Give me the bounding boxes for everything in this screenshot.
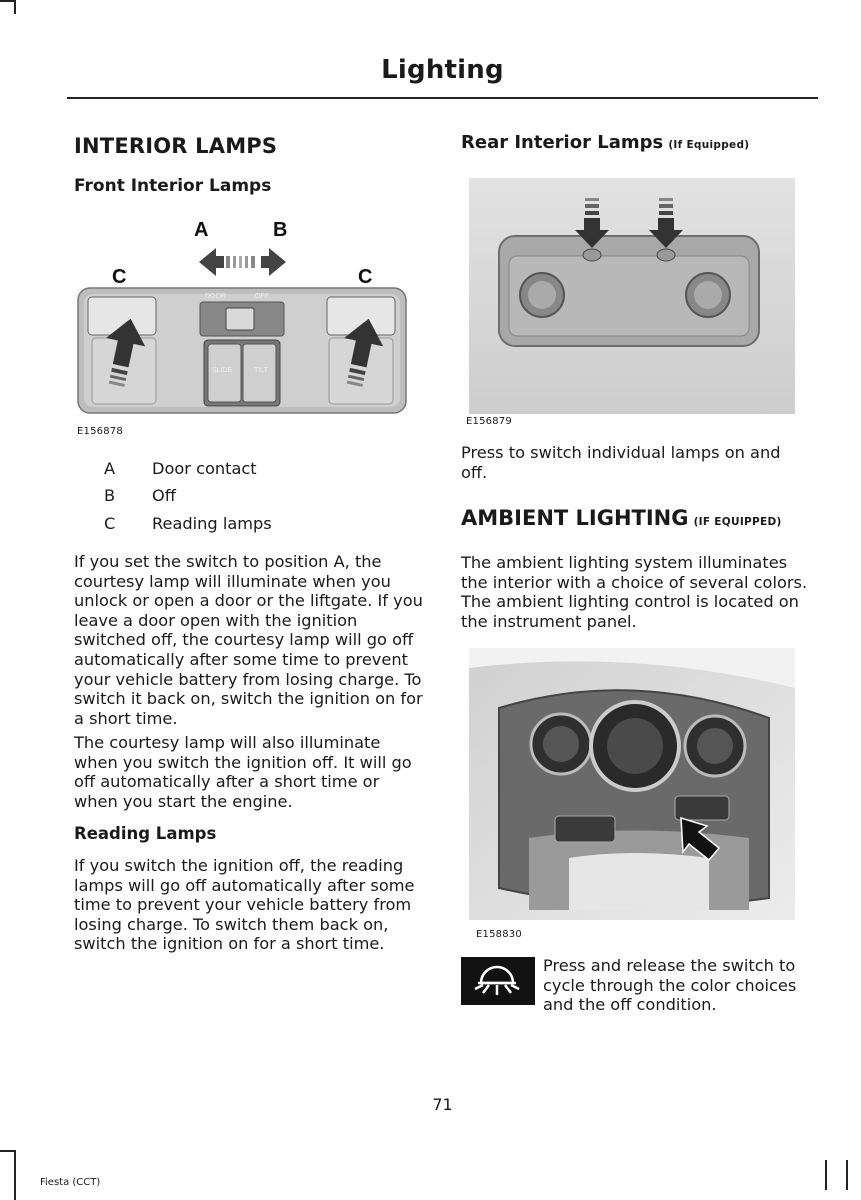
paragraph-line: courtesy lamp will illuminate when you [74, 571, 391, 591]
figure-code: E158830 [476, 929, 522, 940]
crop-mark [14, 0, 16, 14]
page-title: Lighting [381, 55, 504, 85]
paragraph-line: the interior with a choice of several colors. [461, 572, 808, 592]
paragraph-line: The courtesy lamp will also illuminate [74, 733, 381, 752]
front-interior-lamp-figure [74, 210, 419, 425]
legend-value: Door contact [152, 459, 257, 478]
paragraph-line: switched off, the courtesy lamp will go off [74, 630, 414, 650]
figure-code: E156878 [77, 426, 123, 437]
legend-row [104, 486, 176, 505]
paragraph-line: off. [461, 462, 488, 482]
rear-interior-lamp-figure [469, 178, 795, 414]
paragraph-line: If you set the switch to position A, the [74, 552, 382, 571]
switch-label-door: DOOR [205, 293, 226, 300]
paragraph-line: unlock or open a door or the liftgate. If you [74, 591, 423, 611]
paragraph-line: losing charge. To switch them back on, [74, 914, 389, 934]
figure-code: E156879 [466, 416, 512, 427]
paragraph-reading-lamps [74, 856, 414, 954]
subsection-title-front: Front Interior Lamps [74, 176, 272, 196]
figure-label-c-left: C [112, 266, 127, 288]
paragraph-line: The ambient lighting control is located on [461, 592, 799, 612]
paragraph-line: cycle through the color choices [543, 975, 797, 995]
paragraph-line: a short time. [74, 708, 178, 728]
paragraph-line: when you switch the ignition off. It will go [74, 752, 412, 772]
ambient-lighting-icon [461, 957, 535, 1005]
instrument-panel-figure [469, 648, 795, 920]
paragraph-line: Press and release the switch to [543, 956, 796, 975]
legend-key: A [104, 459, 116, 478]
paragraph-line: the instrument panel. [461, 611, 637, 631]
figure-label-a: A [194, 219, 209, 241]
double-arrow-icon [199, 248, 286, 276]
ambient-title-suffix: (IF EQUIPPED) [693, 516, 782, 528]
figure-label-c-right: C [358, 266, 373, 288]
legend-value: Off [152, 486, 176, 505]
paragraph-ambient-switch [543, 956, 796, 1015]
paragraph-line: time to prevent your vehicle battery from [74, 895, 412, 915]
page-number: 71 [432, 1095, 453, 1114]
paragraph-line: and the off condition. [543, 995, 717, 1015]
crop-mark [825, 1160, 827, 1190]
legend-row [104, 459, 257, 478]
paragraph-ambient [461, 553, 807, 631]
subsection-title-reading: Reading Lamps [74, 824, 217, 843]
ambient-title-text: AMBIENT LIGHTING [461, 506, 689, 530]
paragraph-line: leave a door open with the ignition [74, 610, 358, 630]
legend-key: B [104, 486, 116, 505]
switch-label-slide: SLIDE [212, 367, 233, 374]
paragraph-line: off automatically after a short time or [74, 772, 380, 792]
crop-mark [846, 1160, 848, 1190]
crop-mark [0, 1150, 14, 1152]
header-rule [67, 97, 818, 99]
paragraph-switch-position [74, 552, 423, 728]
legend-value: Reading lamps [152, 514, 272, 533]
footer-model: Fiesta (CCT) [40, 1177, 101, 1188]
rear-title-suffix: (If Equipped) [668, 139, 750, 151]
figure-label-b: B [273, 219, 288, 241]
rear-title-text: Rear Interior Lamps [461, 132, 664, 153]
switch-label-off: OFF [255, 293, 269, 300]
paragraph-rear-lamps [461, 443, 780, 482]
subsection-title-rear [461, 132, 749, 153]
crop-mark [14, 1150, 16, 1200]
section-title-ambient-lighting [461, 506, 782, 530]
paragraph-line: automatically after some time to prevent [74, 649, 408, 669]
paragraph-line: switch it back on, switch the ignition on for [74, 689, 423, 709]
paragraph-line: your vehicle battery from losing charge. To [74, 669, 422, 689]
paragraph-line: Press to switch individual lamps on and [461, 443, 781, 462]
paragraph-line: The ambient lighting system illuminates [461, 553, 788, 572]
paragraph-line: when you start the engine. [74, 791, 293, 811]
paragraph-line: If you switch the ignition off, the reading [74, 856, 404, 875]
legend-row [104, 514, 272, 533]
legend-key: C [104, 514, 116, 533]
paragraph-line: switch the ignition on for a short time. [74, 934, 385, 954]
switch-label-tilt: TILT [254, 367, 268, 374]
paragraph-line: lamps will go off automatically after some [74, 875, 415, 895]
paragraph-courtesy-lamp [74, 733, 412, 811]
section-title-interior-lamps: INTERIOR LAMPS [74, 134, 278, 158]
crop-mark [0, 0, 14, 2]
